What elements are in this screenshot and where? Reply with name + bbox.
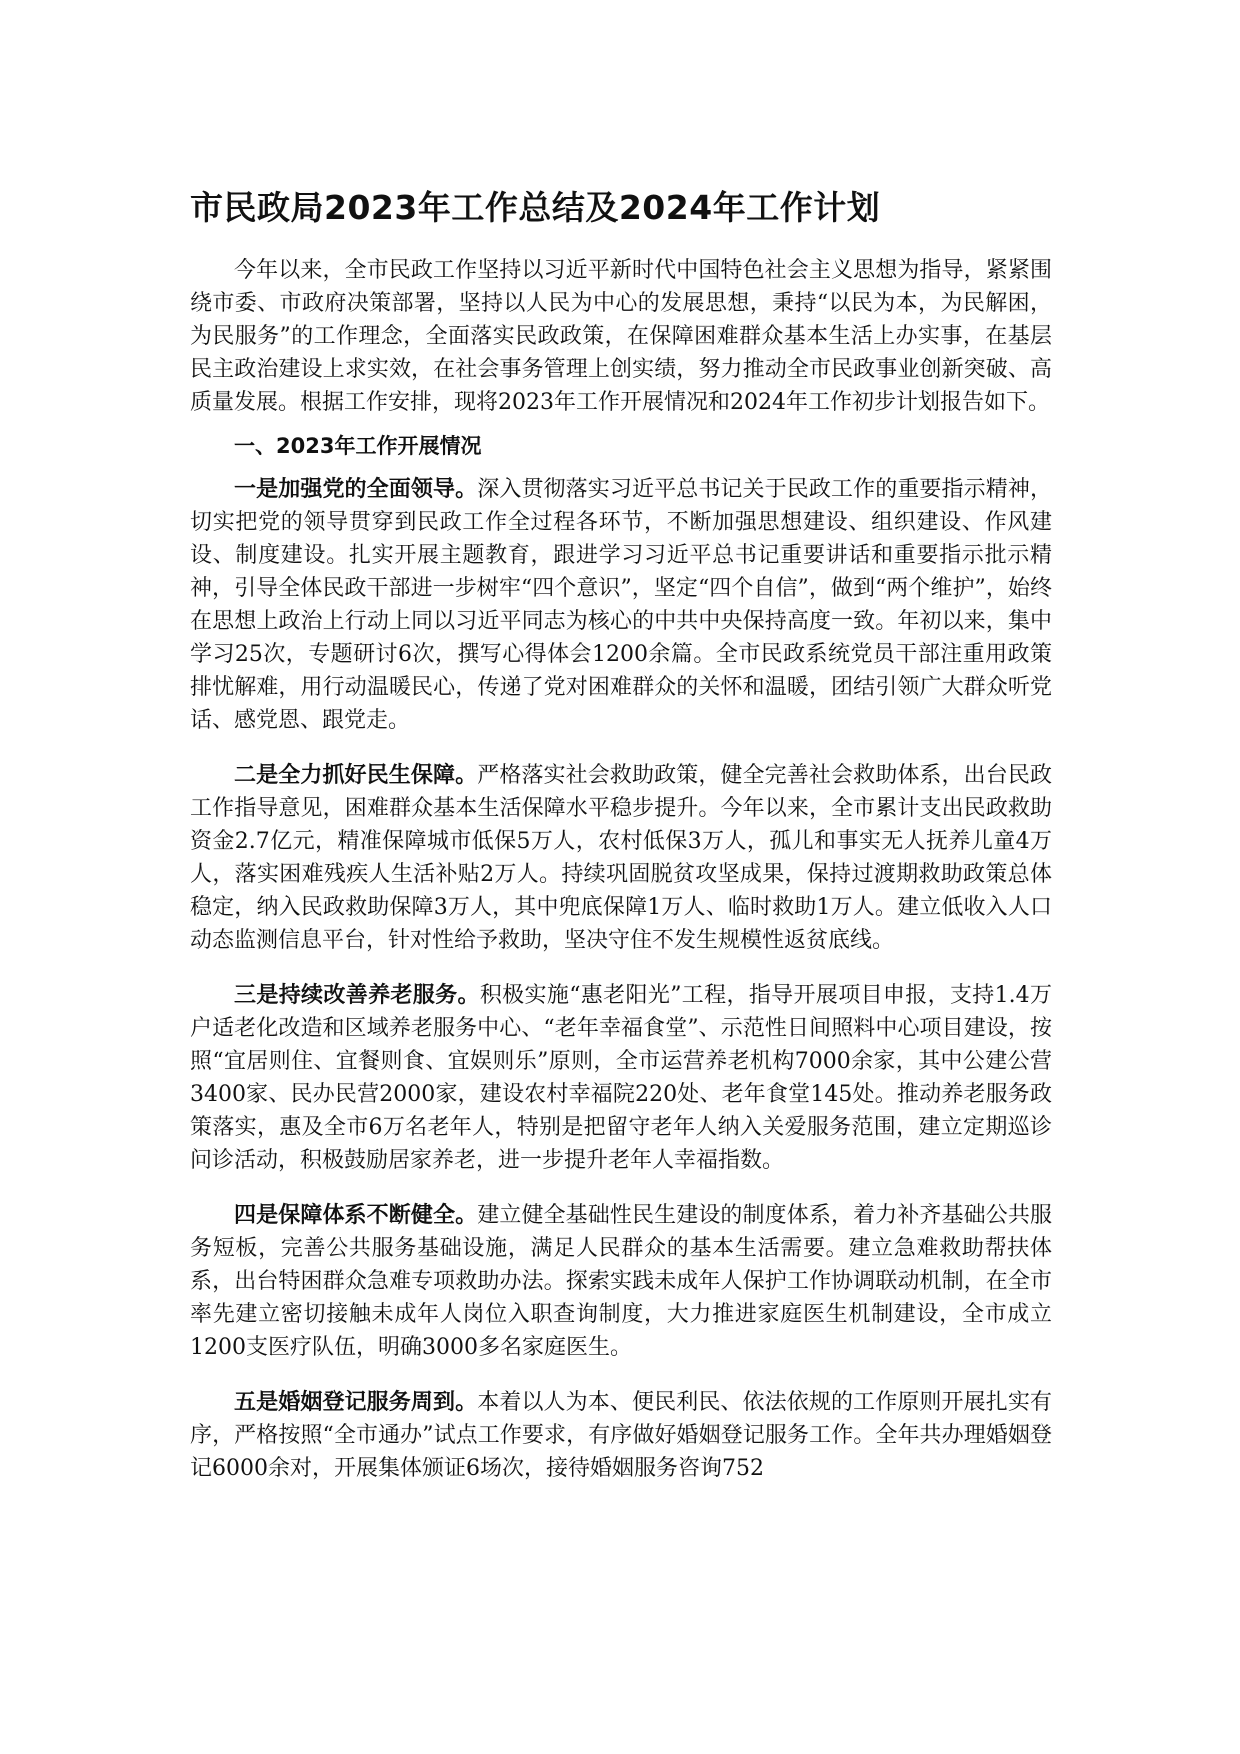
section-heading: 一、2023年工作开展情况 — [234, 434, 482, 458]
item-paragraph-5 — [190, 1386, 1052, 1485]
item-paragraph-4 — [190, 1199, 1052, 1364]
item-lead: 五是婚姻登记服务周到。 — [234, 1390, 478, 1415]
item-text: 严格落实社会救助政策，健全完善社会救助体系，出台民政工作指导意见，困难群众基本生活保障水平稳步提升。今年以来，全市累计支出民政救助资金2.7亿元，精准保障城市低保5万人，农村低保3万人，孤儿和事实无人抚养儿童4万人，落实困难残疾人生活补贴2万人。持续巩固脱贫攻坚成果，保持过渡期救助政策总体稳定，纳入民政救助保障3万人，其中兜底保障1万人、临时救助1万人。建立低收入人口动态监测信息平台，针对性给予救助，坚决守住不发生规模性返贫底线。 — [190, 763, 1052, 953]
item-text: 深入贯彻落实习近平总书记关于民政工作的重要指示精神，切实把党的领导贯穿到民政工作全过程各环节，不断加强思想建设、组织建设、作风建设、制度建设。扎实开展主题教育，跟进学习习近平总书记重要讲话和重要指示批示精神，引导全体民政干部进一步树牢“四个意识”，坚定“四个自信”，做到“两个维护”，始终在思想上政治上行动上同以习近平同志为核心的中共中央保持高度一致。年初以来，集中学习25次，专题研讨6次，撰写心得体会1200余篇。全市民政系统党员干部注重用政策排忧解难，用行动温暖民心，传递了党对困难群众的关怀和温暖，团结引领广大群众听党话、感党恩、跟党走。 — [190, 477, 1052, 733]
item-text: 建立健全基础性民生建设的制度体系，着力补齐基础公共服务短板，完善公共服务基础设施，满足人民群众的基本生活需要。建立急难救助帮扶体系，出台特困群众急难专项救助办法。探索实践未成年人保护工作协调联动机制，在全市率先建立密切接触未成年人岗位入职查询制度，大力推进家庭医生机制建设，全市成立1200支医疗队伍，明确3000多名家庭医生。 — [190, 1203, 1052, 1360]
item-lead: 一是加强党的全面领导。 — [234, 477, 478, 502]
document-title: 市民政局2023年工作总结及2024年工作计划 — [190, 188, 881, 227]
item-paragraph-1 — [190, 473, 1052, 737]
item-lead: 四是保障体系不断健全。 — [234, 1203, 478, 1228]
intro-paragraph: 今年以来，全市民政工作坚持以习近平新时代中国特色社会主义思想为指导，紧紧围绕市委、市政府决策部署，坚持以人民为中心的发展思想，秉持“以民为本，为民解困，为民服务”的工作理念，全面落实民政政策，在保障困难群众基本生活上办实事，在基层民主政治建设上求实效，在社会事务管理上创实绩，努力推动全市民政事业创新突破、高质量发展。根据工作安排，现将2023年工作开展情况和2024年工作初步计划报告如下。 — [190, 258, 1052, 415]
item-paragraph-2 — [190, 759, 1052, 957]
item-text: 本着以人为本、便民利民、依法依规的工作原则开展扎实有序，严格按照“全市通办”试点工作要求，有序做好婚姻登记服务工作。全年共办理婚姻登记6000余对，开展集体颁证6场次，接待婚姻服务咨询752 — [190, 1390, 1052, 1481]
item-text: 积极实施“惠老阳光”工程，指导开展项目申报，支持1.4万户适老化改造和区域养老服务中心、“老年幸福食堂”、示范性日间照料中心项目建设，按照“宜居则住、宜餐则食、宜娱则乐”原则，全市运营养老机构7000余家，其中公建公营3400家、民办民营2000家，建设农村幸福院220处、老年食堂145处。推动养老服务政策落实，惠及全市6万名老年人，特别是把留守老年人纳入关爱服务范围，建立定期巡诊问诊活动，积极鼓励居家养老，进一步提升老年人幸福指数。 — [190, 983, 1052, 1173]
document-page — [190, 186, 1052, 1485]
item-paragraph-3 — [190, 979, 1052, 1177]
item-lead: 三是持续改善养老服务。 — [234, 983, 480, 1008]
item-lead: 二是全力抓好民生保障。 — [234, 763, 478, 788]
